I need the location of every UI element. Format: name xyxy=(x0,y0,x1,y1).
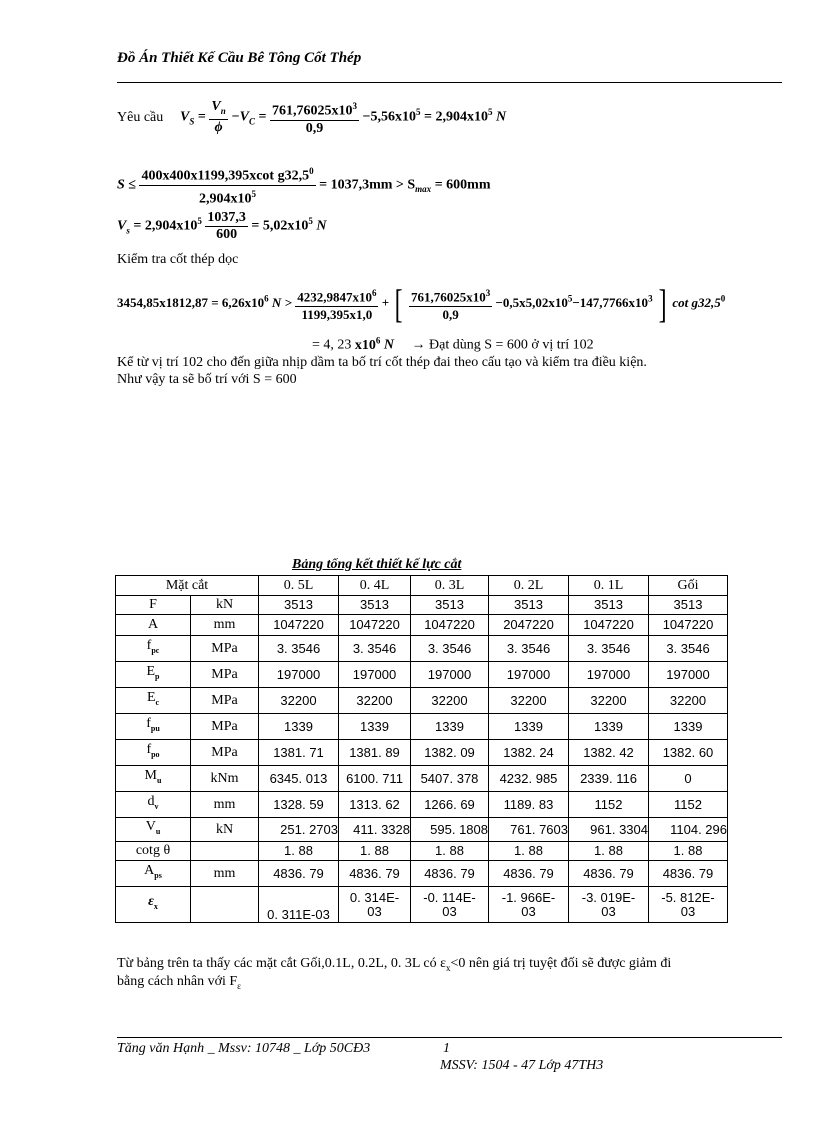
table-row xyxy=(116,766,728,792)
table-row xyxy=(116,887,728,923)
table-cell: 3513 xyxy=(339,596,411,615)
table-cell: 197000 xyxy=(339,662,411,688)
table-cell: 1313. 62 xyxy=(339,792,411,818)
table-cell: 1381. 89 xyxy=(339,740,411,766)
table-cell: 1189. 83 xyxy=(489,792,569,818)
paragraph-2: Như vậy ta sẽ bố trí với S = 600 xyxy=(117,372,297,387)
header-col: 0. 1L xyxy=(569,576,649,596)
table-cell: 197000 xyxy=(259,662,339,688)
table-cell: 4836. 79 xyxy=(411,861,489,887)
table-cell: 5407. 378 xyxy=(411,766,489,792)
table-cell: 251. 2703 xyxy=(259,818,339,842)
table-row xyxy=(116,615,728,636)
table-cell: 4836. 79 xyxy=(489,861,569,887)
table-cell: 1. 88 xyxy=(569,842,649,861)
requirement-label: Yêu cầu xyxy=(117,110,164,125)
table-row xyxy=(116,740,728,766)
row-unit: kN xyxy=(191,818,259,842)
table-cell: 1339 xyxy=(489,714,569,740)
table-cell: 32200 xyxy=(649,688,728,714)
table-cell: 1047220 xyxy=(569,615,649,636)
table-cell: 0. 311E-03 xyxy=(259,887,339,923)
header-col: 0. 2L xyxy=(489,576,569,596)
table-cell: 1. 88 xyxy=(649,842,728,861)
header-section: Mặt cắt xyxy=(116,576,259,596)
table-cell: 197000 xyxy=(649,662,728,688)
row-symbol: A xyxy=(116,615,191,636)
header-col: 0. 5L xyxy=(259,576,339,596)
table-cell: 1104. 296 xyxy=(649,818,728,842)
footer-page-number: 1 xyxy=(443,1041,450,1056)
table-cell: 32200 xyxy=(259,688,339,714)
table-cell: -0. 114E- 03 xyxy=(411,887,489,923)
table-cell: 0. 314E- 03 xyxy=(339,887,411,923)
table-cell: 1047220 xyxy=(259,615,339,636)
row-symbol: $E_p$ xyxy=(116,662,191,688)
table-cell: 32200 xyxy=(489,688,569,714)
row-symbol: $\varepsilon_x$ xyxy=(116,887,191,923)
table-cell: 3. 3546 xyxy=(489,636,569,662)
table-cell: 1047220 xyxy=(411,615,489,636)
row-symbol: $f_{po}$ xyxy=(116,740,191,766)
row-unit: MPa xyxy=(191,688,259,714)
table-cell: 1. 88 xyxy=(259,842,339,861)
conclusion-line-1: Từ bảng trên ta thấy các mặt cắt Gối,0.1L, 0.2L, 0. 3L có $\varepsilon_x<0$ nên giá trị tuyệt đối sẽ được giảm đi xyxy=(117,956,672,973)
table-cell: 197000 xyxy=(569,662,649,688)
table-cell: 3513 xyxy=(411,596,489,615)
table-cell: 3513 xyxy=(489,596,569,615)
header-rule xyxy=(117,82,782,83)
table-row xyxy=(116,596,728,615)
table-cell: 1. 88 xyxy=(489,842,569,861)
header-col: 0. 4L xyxy=(339,576,411,596)
table-cell: 1047220 xyxy=(649,615,728,636)
table-cell: 2339. 116 xyxy=(569,766,649,792)
table-cell: 6100. 711 xyxy=(339,766,411,792)
row-symbol: $d_v$ xyxy=(116,792,191,818)
arrow-icon: → xyxy=(411,337,426,353)
table-cell: 4232. 985 xyxy=(489,766,569,792)
table-cell: -3. 019E- 03 xyxy=(569,887,649,923)
table-cell: 4836. 79 xyxy=(339,861,411,887)
table-cell: 4836. 79 xyxy=(569,861,649,887)
row-symbol: $V_u$ xyxy=(116,818,191,842)
footer-mssv: MSSV: 1504 - 47 Lớp 47TH3 xyxy=(440,1058,604,1073)
table-row xyxy=(116,792,728,818)
row-symbol: $E_c$ xyxy=(116,688,191,714)
table-cell: 761. 7603 xyxy=(489,818,569,842)
row-symbol: cotg θ xyxy=(116,842,191,861)
table-row xyxy=(116,842,728,861)
table-row xyxy=(116,714,728,740)
table-row xyxy=(116,636,728,662)
row-unit: MPa xyxy=(191,740,259,766)
table-cell: 3. 3546 xyxy=(259,636,339,662)
row-symbol: F xyxy=(116,596,191,615)
footer-rule xyxy=(117,1037,782,1038)
table-cell: 1339 xyxy=(569,714,649,740)
table-cell: 595. 1808 xyxy=(411,818,489,842)
table-cell: 197000 xyxy=(411,662,489,688)
table-cell: 1266. 69 xyxy=(411,792,489,818)
paragraph-1: Kể từ vị trí 102 cho đến giữa nhịp dầm ta bố trí cốt thép đai theo cấu tạo và kiểm tra điều kiện. xyxy=(117,355,647,370)
table-cell: 1152 xyxy=(569,792,649,818)
table-cell: 3513 xyxy=(649,596,728,615)
footer-author: Tăng văn Hạnh _ Mssv: 10748 _ Lớp 50CĐ3 xyxy=(117,1041,371,1056)
longitudinal-check-equation: $3454,85x1812,87 = 6,26x10^6$ N > $\frac{4232,9847x10^6}{1199,395x1,0}$ + [ $\frac{761,76025x10^3}{0,9}$ $-0,5x5,02x10^5-147,7766x10^3$ ] cot g32,5$^0$ xyxy=(117,281,726,326)
table-cell: 1. 88 xyxy=(339,842,411,861)
page-header-title: Đồ Án Thiết Kế Cầu Bê Tông Cốt Thép xyxy=(117,50,362,66)
table-cell: 1339 xyxy=(259,714,339,740)
table-cell: -5. 812E- 03 xyxy=(649,887,728,923)
shear-design-table xyxy=(115,575,728,923)
table-cell: 1152 xyxy=(649,792,728,818)
table-row xyxy=(116,861,728,887)
table-cell: 32200 xyxy=(569,688,649,714)
table-cell: 1339 xyxy=(411,714,489,740)
row-unit: MPa xyxy=(191,662,259,688)
row-unit: MPa xyxy=(191,714,259,740)
table-cell: 3513 xyxy=(569,596,649,615)
table-caption: Bảng tổng kết thiết kế lực cắt xyxy=(292,557,462,572)
check-label: Kiểm tra cốt thép dọc xyxy=(117,252,239,267)
table-cell: 3. 3546 xyxy=(411,636,489,662)
row-symbol: $M_u$ xyxy=(116,766,191,792)
table-cell: 4836. 79 xyxy=(649,861,728,887)
conclusion-line-2: bằng cách nhân với $F_\varepsilon$ xyxy=(117,974,241,991)
table-cell: 1382. 09 xyxy=(411,740,489,766)
row-unit xyxy=(191,842,259,861)
row-unit: mm xyxy=(191,615,259,636)
spacing-equation: S ≤ $\frac{400x400x1199,395xcot g32,5^0}{2,904x10^5}$ = $1037,3mm > S_{max} = 600mm$ xyxy=(117,163,491,207)
result-line: = 4, 23 $x10^6$ N → Đạt dùng S = 600 ở vị trí 102 xyxy=(312,335,594,353)
row-unit xyxy=(191,887,259,923)
header-col: 0. 3L xyxy=(411,576,489,596)
table-cell: 411. 3328 xyxy=(339,818,411,842)
table-cell: 1328. 59 xyxy=(259,792,339,818)
table-cell: 3513 xyxy=(259,596,339,615)
table-header-row xyxy=(116,576,728,596)
table-cell: 32200 xyxy=(411,688,489,714)
vs-equation: $V_s = 2,904x10^5$ $\frac{1037,3}{600}$ = $5,02x10^5$ N xyxy=(117,210,327,242)
table-cell: 961. 3304 xyxy=(569,818,649,842)
table-cell: 2047220 xyxy=(489,615,569,636)
table-cell: 0 xyxy=(649,766,728,792)
table-cell: 3. 3546 xyxy=(339,636,411,662)
table-cell: 1339 xyxy=(649,714,728,740)
row-unit: MPa xyxy=(191,636,259,662)
table-cell: 3. 3546 xyxy=(649,636,728,662)
table-row xyxy=(116,662,728,688)
table-cell: 197000 xyxy=(489,662,569,688)
table-cell: 1382. 60 xyxy=(649,740,728,766)
table-cell: 6345. 013 xyxy=(259,766,339,792)
table-cell: 1382. 42 xyxy=(569,740,649,766)
row-symbol: $A_{ps}$ xyxy=(116,861,191,887)
header-col: Gối xyxy=(649,576,728,596)
row-unit: mm xyxy=(191,792,259,818)
table-cell: 32200 xyxy=(339,688,411,714)
table-cell: 1381. 71 xyxy=(259,740,339,766)
row-symbol: $f_{pu}$ xyxy=(116,714,191,740)
table-cell: 1047220 xyxy=(339,615,411,636)
table-cell: 4836. 79 xyxy=(259,861,339,887)
requirement-equation: $V_S$ = $\frac{V_n}{\phi}$ $-V_C$ = $\frac{761,76025x10^3}{0,9}$ $-5,56x10^5 = 2,904x10^5$ N xyxy=(180,98,507,136)
table-cell: -1. 966E- 03 xyxy=(489,887,569,923)
row-unit: kN xyxy=(191,596,259,615)
row-symbol: $f_{pc}$ xyxy=(116,636,191,662)
table-row xyxy=(116,688,728,714)
table-cell: 1. 88 xyxy=(411,842,489,861)
table-cell: 1339 xyxy=(339,714,411,740)
row-unit: mm xyxy=(191,861,259,887)
table-row xyxy=(116,818,728,842)
row-unit: kNm xyxy=(191,766,259,792)
table-cell: 3. 3546 xyxy=(569,636,649,662)
table-cell: 1382. 24 xyxy=(489,740,569,766)
